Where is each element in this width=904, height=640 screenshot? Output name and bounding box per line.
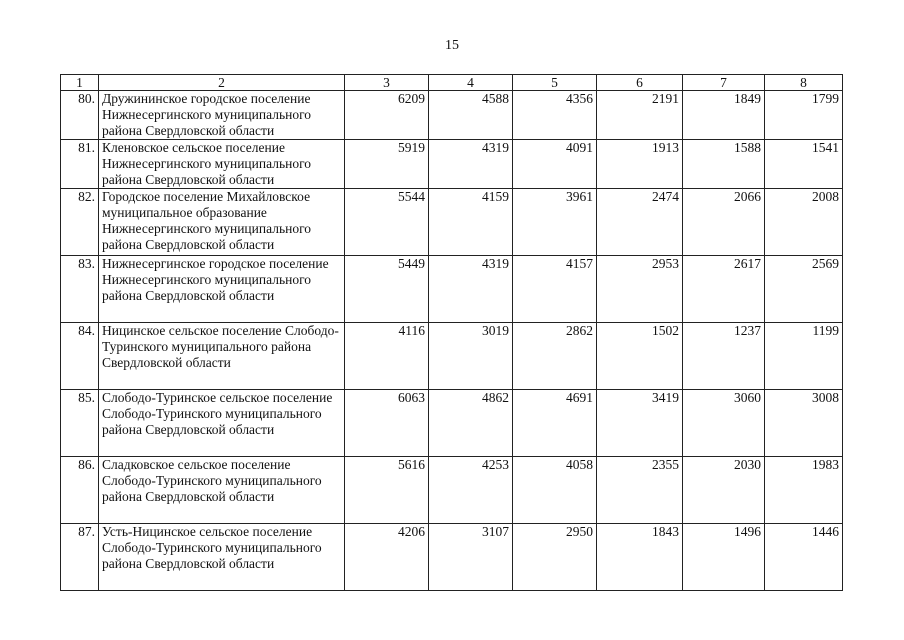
value-cell: 4588 bbox=[429, 91, 513, 140]
page-number: 15 bbox=[445, 38, 459, 53]
value-cell: 3019 bbox=[429, 323, 513, 390]
settlement-name: Сладковское сельское поселение Слободо-Туринского муниципального района Свердловской области bbox=[99, 457, 345, 524]
value-cell: 1588 bbox=[683, 140, 765, 189]
header-cell: 7 bbox=[683, 75, 765, 91]
value-cell: 1496 bbox=[683, 524, 765, 591]
row-index: 83. bbox=[61, 256, 99, 323]
header-row bbox=[61, 75, 843, 91]
table-row bbox=[61, 189, 843, 256]
row-index: 86. bbox=[61, 457, 99, 524]
value-cell: 4356 bbox=[513, 91, 597, 140]
table-row bbox=[61, 390, 843, 457]
header-cell: 5 bbox=[513, 75, 597, 91]
value-cell: 2862 bbox=[513, 323, 597, 390]
row-index: 87. bbox=[61, 524, 99, 591]
value-cell: 2474 bbox=[597, 189, 683, 256]
table-row bbox=[61, 323, 843, 390]
value-cell: 4862 bbox=[429, 390, 513, 457]
value-cell: 1843 bbox=[597, 524, 683, 591]
value-cell: 5919 bbox=[345, 140, 429, 189]
header-cell: 4 bbox=[429, 75, 513, 91]
settlement-name: Ницинское сельское поселение Слободо-Туринского муниципального района Свердловской области bbox=[99, 323, 345, 390]
value-cell: 5449 bbox=[345, 256, 429, 323]
value-cell: 4058 bbox=[513, 457, 597, 524]
value-cell: 2617 bbox=[683, 256, 765, 323]
value-cell: 1237 bbox=[683, 323, 765, 390]
settlement-name: Слободо-Туринское сельское поселение Слободо-Туринского муниципального района Свердловской области bbox=[99, 390, 345, 457]
table-row bbox=[61, 524, 843, 591]
header-cell: 3 bbox=[345, 75, 429, 91]
table-row bbox=[61, 91, 843, 140]
row-index: 82. bbox=[61, 189, 99, 256]
value-cell: 4253 bbox=[429, 457, 513, 524]
value-cell: 6209 bbox=[345, 91, 429, 140]
data-table bbox=[60, 74, 843, 591]
table-row bbox=[61, 457, 843, 524]
value-cell: 4319 bbox=[429, 256, 513, 323]
header-cell: 8 bbox=[765, 75, 843, 91]
value-cell: 3060 bbox=[683, 390, 765, 457]
value-cell: 2355 bbox=[597, 457, 683, 524]
row-index: 80. bbox=[61, 91, 99, 140]
value-cell: 4319 bbox=[429, 140, 513, 189]
header-cell: 2 bbox=[99, 75, 345, 91]
value-cell: 4206 bbox=[345, 524, 429, 591]
row-index: 81. bbox=[61, 140, 99, 189]
table-row bbox=[61, 140, 843, 189]
settlement-name: Нижнесергинское городское поселение Нижнесергинского муниципального района Свердловской области bbox=[99, 256, 345, 323]
value-cell: 5544 bbox=[345, 189, 429, 256]
value-cell: 2066 bbox=[683, 189, 765, 256]
value-cell: 1849 bbox=[683, 91, 765, 140]
value-cell: 4157 bbox=[513, 256, 597, 323]
value-cell: 2191 bbox=[597, 91, 683, 140]
value-cell: 5616 bbox=[345, 457, 429, 524]
value-cell: 3008 bbox=[765, 390, 843, 457]
header-cell: 6 bbox=[597, 75, 683, 91]
value-cell: 2030 bbox=[683, 457, 765, 524]
value-cell: 4159 bbox=[429, 189, 513, 256]
value-cell: 1983 bbox=[765, 457, 843, 524]
value-cell: 1541 bbox=[765, 140, 843, 189]
value-cell: 1913 bbox=[597, 140, 683, 189]
value-cell: 3419 bbox=[597, 390, 683, 457]
table-row bbox=[61, 256, 843, 323]
settlement-name: Усть-Ницинское сельское поселение Слободо-Туринского муниципального района Свердловской области bbox=[99, 524, 345, 591]
value-cell: 1502 bbox=[597, 323, 683, 390]
value-cell: 4116 bbox=[345, 323, 429, 390]
header-cell: 1 bbox=[61, 75, 99, 91]
settlement-name: Кленовское сельское поселение Нижнесергинского муниципального района Свердловской области bbox=[99, 140, 345, 189]
value-cell: 4091 bbox=[513, 140, 597, 189]
value-cell: 1799 bbox=[765, 91, 843, 140]
value-cell: 2953 bbox=[597, 256, 683, 323]
value-cell: 4691 bbox=[513, 390, 597, 457]
value-cell: 2008 bbox=[765, 189, 843, 256]
value-cell: 3961 bbox=[513, 189, 597, 256]
row-index: 85. bbox=[61, 390, 99, 457]
value-cell: 2950 bbox=[513, 524, 597, 591]
settlement-name: Дружининское городское поселение Нижнесергинского муниципального района Свердловской области bbox=[99, 91, 345, 140]
value-cell: 1446 bbox=[765, 524, 843, 591]
settlement-name: Городское поселение Михайловское муниципальное образование Нижнесергинского муниципального района Свердловской области bbox=[99, 189, 345, 256]
value-cell: 2569 bbox=[765, 256, 843, 323]
value-cell: 6063 bbox=[345, 390, 429, 457]
row-index: 84. bbox=[61, 323, 99, 390]
value-cell: 1199 bbox=[765, 323, 843, 390]
value-cell: 3107 bbox=[429, 524, 513, 591]
